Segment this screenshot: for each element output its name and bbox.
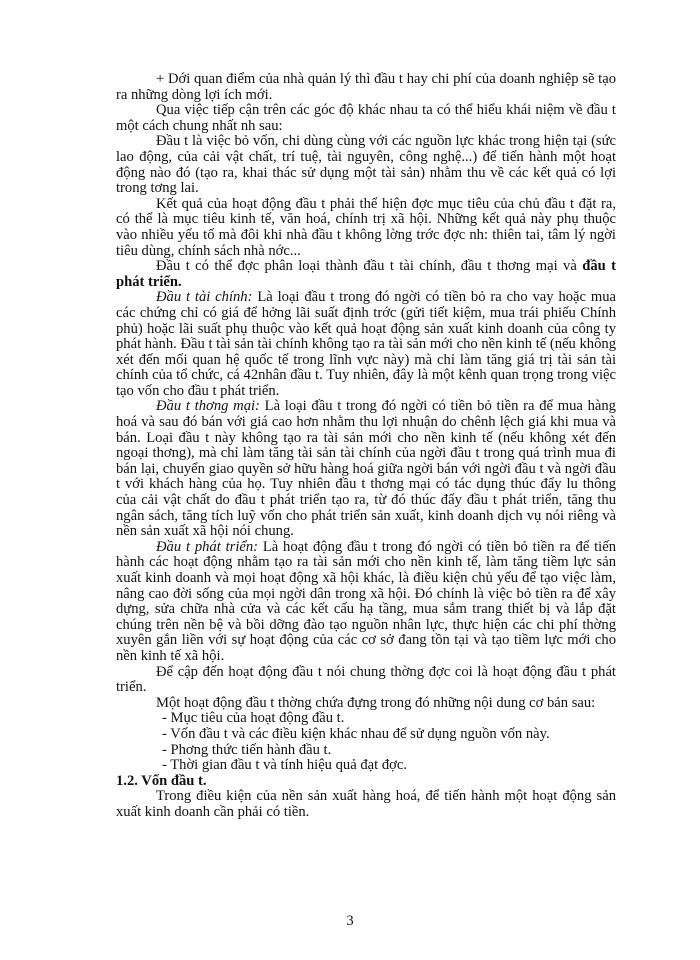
page-number: 3 — [346, 913, 354, 929]
paragraph-investment-classification — [116, 259, 616, 290]
development-investment-label: Đầu t phát triển: — [156, 538, 259, 555]
paragraph-investment-results: Kết quả của hoạt động đầu t phải thể hiện đợc mục tiêu của chủ đầu t đặt ra, có thể là mục tiêu kinh tế, văn hoá, chính trị xã hội. Những kết quả này phụ thuộc vào nhiều yếu tố mà đôi khi nhà đầu t không lờng trớc đợc nh: thiên tai, tâm lý ngời tiêu dùng, chính sách nhà nớc... — [116, 195, 616, 259]
paragraph-commercial-investment — [116, 399, 616, 539]
list-item: - Phơng thức tiến hành đầu t. — [162, 741, 332, 758]
document-page — [116, 72, 616, 821]
investment-contents-list — [116, 711, 616, 773]
paragraph-financial-investment — [116, 290, 616, 399]
development-investment-text: Là hoạt động đầu t trong đó ngời có tiền bỏ tiền ra để tiến hành các hoạt động nhằm tạo ra tài sản mới cho nền kinh tế, làm tăng tiềm lực sản xuất kinh doanh và mọi hoạt động xã hội khác, là điều kiện chủ yếu để tạo việc làm, nâng cao đời sống của mọi ngời dân trong xã hội. Đó chính là việc bỏ tiền ra để xây dựng, sửa chữa nhà cửa và các kết cấu hạ tầng, mua sắm trang thiết bị và lắp đặt chúng trên nền bệ và bồi dỡng đào tạo nguồn nhân lực, thực hiện các chi phí thờng xuyên gắn liền với sự hoạt động của các cơ sở đang tồn tại và tạo tiềm lực mới cho nền kinh tế xã hội. — [116, 538, 616, 664]
paragraph-general-activity: Để cập đến hoạt động đầu t nói chung thờng đợc coi là hoạt động đầu t phát triển. — [116, 663, 616, 696]
paragraph-general-concept-intro: Qua việc tiếp cận trên các góc độ khác nhau ta có thể hiểu khái niệm về đầu t một cách chung nhất nh sau: — [116, 102, 616, 134]
paragraph-manager-view: + Dới quan điểm của nhà quản lý thì đầu t hay chi phí của doanh nghiệp sẽ tạo ra những dòng lợi ích mới. — [116, 71, 616, 103]
financial-investment-text: Là loại đầu t trong đó ngời có tiền bỏ ra cho vay hoặc mua các chứng chỉ có giá để hởng lãi suất định trớc (gửi tiết kiệm, mua trái phiếu Chính phủ) hoặc lãi suất phụ thuộc vào kết quả hoạt động sản xuất kinh doanh của công ty phát hành. Đầu t tài sản tài chính không tạo ra tài sản mới cho nền kinh tế (nếu không xét đến mối quan hệ quốc tế trong lĩnh vực này) mà chỉ làm tăng giá trị tài sản tài chính của tổ chức, cá 42nhân đầu t. Tuy nhiên, đây là một kênh quan trọng trong việc tạo vốn cho đầu t phát triển. — [116, 289, 616, 399]
commercial-investment-text: Là loại đầu t trong đó ngời có tiền bỏ tiền ra để mua hàng hoá và sau đó bán với giá cao hơn nhằm thu lợi nhuận do chênh lệch giá khi mua và bán. Loại đầu t này không tạo ra tài sản mới cho nền kinh tế (nếu không xét đến ngoại thơng), mà chỉ làm tăng tài sản tài chính của ngời đầu t trong quá trình mua đi bán lại, chuyển giao quyền sở hữu hàng hoá giữa ngời bán với ngời đầu t và ngời đầu t với khách hàng của họ. Tuy nhiên đầu t thơng mại có tác dụng thúc đẩy lu thông của cải vật chất do đầu t phát triển tạo ra, từ đó thúc đẩy đầu t phát triển, tăng thu ngân sách, tăng tích luỹ vốn cho phát triển sản xuất, kinh doanh dịch vụ nói riêng và nền sản xuất xã hội nói chung. — [116, 398, 616, 540]
paragraph-capital-intro: Trong điều kiện của nền sản xuất hàng hoá, để tiến hành một hoạt động sản xuất kinh doanh cần phải có tiền. — [116, 788, 616, 820]
classification-bold-term: đầu t phát triển. — [116, 258, 616, 290]
paragraph-investment-definition: Đầu t là việc bỏ vốn, chi dùng cùng với các nguồn lực khác trong hiện tại (sức lao động, của cải vật chất, trí tuệ, tài nguyên, công nghệ...) để tiến hành một hoạt động nào đó (tạo ra, khai thác sử dụng một tài sản) nhằm thu về các kết quả có lợi trong tơng lai. — [116, 133, 616, 197]
financial-investment-label: Đầu t tài chính: — [156, 289, 253, 306]
section-heading: 1.2. Vốn đầu t. — [116, 772, 207, 789]
list-item: - Mục tiêu của hoạt động đầu t. — [162, 710, 345, 727]
list-item: - Thời gian đầu t và tính hiệu quả đạt đợc. — [162, 757, 407, 774]
paragraph-development-investment — [116, 540, 616, 665]
classification-text: Đầu t có thể đợc phân loại thành đầu t tài chính, đầu t thơng mại và — [156, 258, 583, 275]
list-item: - Vốn đầu t và các điều kiện khác nhau để sử dụng nguồn vốn này. — [162, 725, 550, 742]
commercial-investment-label: Đầu t thơng mại: — [156, 398, 260, 415]
paragraph-activity-contents: Một hoạt động đầu t thờng chứa đựng trong đó những nội dung cơ bản sau: — [156, 694, 596, 711]
